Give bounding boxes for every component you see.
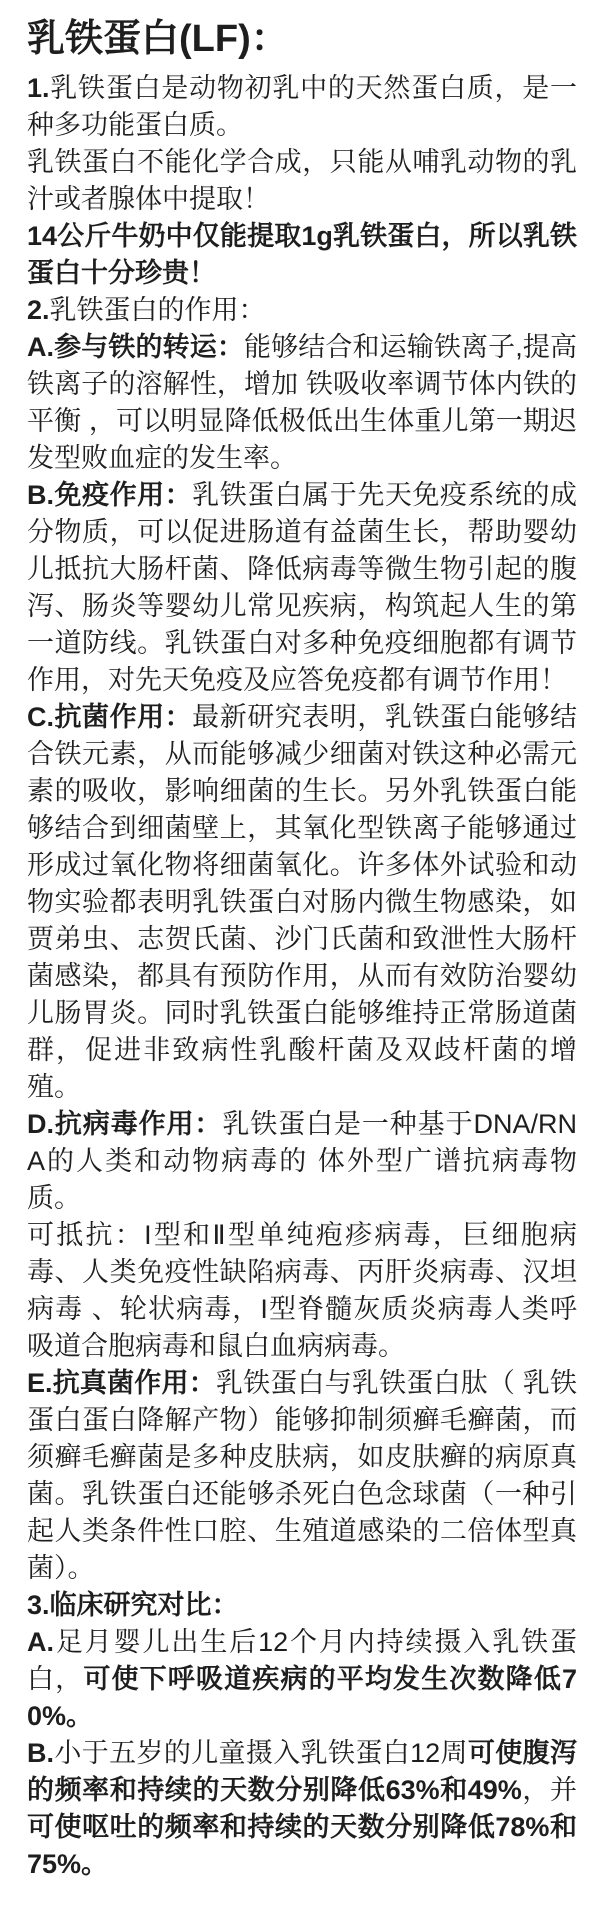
text-run: E.抗真菌作用： xyxy=(27,1368,216,1398)
paragraph xyxy=(27,1106,577,1217)
text-run: 最新研究表明，乳铁蛋白能够结合铁元素，从而能够减少细菌对铁这种必需元素的吸收，影响细菌的生长。另外乳铁蛋白能够结合到细菌壁上，其氧化型铁离子能够通过形成过氧化物将细菌氧化。许多体外试验和动物实验都表明乳铁蛋白对肠内微生物感染，如贾弟虫、志贺氏菌、沙门氏菌和致泄性大肠杆菌感染，都具有预防作用，从而有效防治婴幼儿肠胃炎。同时乳铁蛋白能够维持正常肠道菌群，促进非致病性乳酸杆菌及双歧杆菌的增殖。 xyxy=(27,702,578,1102)
text-run: ，并 xyxy=(521,1775,577,1805)
text-run: D.抗病毒作用： xyxy=(27,1109,223,1139)
document-body xyxy=(27,70,577,1883)
paragraph xyxy=(27,1217,577,1365)
paragraph xyxy=(27,1735,577,1883)
text-run: 可使腹泻的频率和持续的天数分别降低63%和49% xyxy=(27,1738,577,1805)
text-run: 1. xyxy=(27,73,50,103)
paragraph xyxy=(27,144,577,218)
text-run: 能够结合和运输铁离子,提高铁离子的溶解性，增加 铁吸收率调节体内铁的平衡 ，可以明显降低极低出生体重儿第一期迟发型败血症的发生率。 xyxy=(27,332,577,473)
paragraph xyxy=(27,1365,577,1587)
text-run: B. xyxy=(27,1738,54,1768)
paragraph xyxy=(27,699,577,1106)
text-run: 可使下呼吸道疾病的平均发生次数降低70%。 xyxy=(27,1664,578,1731)
text-run: 乳铁蛋白与乳铁蛋白肽（ 乳铁蛋白蛋白降解产物）能够抑制须癣毛癣菌，而须癣毛癣菌是多种皮肤病，如皮肤癣的病原真菌。乳铁蛋白还能够杀死白色念球菌（一种引起人类条件性口腔、生殖道感染的二倍体型真菌）。 xyxy=(27,1368,577,1583)
text-run: 14公斤牛奶中仅能提取1g乳铁蛋白，所以乳铁蛋白十分珍贵！ xyxy=(27,221,577,288)
text-run: 可抵抗：I型和Ⅱ型单纯疱疹病毒，巨细胞病毒、人类免疫性缺陷病毒、丙肝炎病毒、汉坦病毒 、轮状病毒，I型脊髓灰质炎病毒人类呼吸道合胞病毒和鼠白血病病毒。 xyxy=(27,1220,577,1361)
paragraph xyxy=(27,1587,577,1624)
text-run: 3.临床研究对比： xyxy=(27,1590,239,1620)
paragraph xyxy=(27,477,577,699)
page-title: 乳铁蛋白(LF)： xyxy=(27,18,289,60)
text-run: 乳铁蛋白是一种基于DNA/RNA的人类和动物病毒的 体外型广谱抗病毒物质。 xyxy=(27,1109,577,1213)
paragraph xyxy=(27,1624,577,1735)
text-run: 乳铁蛋白不能化学合成，只能从哺乳动物的乳汁或者腺体中提取！ xyxy=(27,147,577,214)
paragraph xyxy=(27,292,577,329)
text-run: 乳铁蛋白的作用： xyxy=(49,295,266,325)
text-run: 乳铁蛋白属于先天免疫系统的成分物质，可以促进肠道有益菌生长，帮助婴幼儿抵抗大肠杆菌、降低病毒等微生物引起的腹泻、肠炎等婴幼儿常见疾病，构筑起人生的第一道防线。乳铁蛋白对多种免疫细胞都有调节作用，对先天免疫及应答免疫都有调节作用！ xyxy=(27,480,578,695)
text-run: 可使呕吐的频率和持续的天数分别降低78%和75%。 xyxy=(27,1812,577,1879)
text-run: 2. xyxy=(27,295,50,325)
text-run: A.参与铁的转运： xyxy=(27,332,244,362)
paragraph xyxy=(27,70,577,144)
paragraph xyxy=(27,218,577,292)
text-run: C.抗菌作用： xyxy=(27,702,193,732)
text-run: 小于五岁的儿童摄入乳铁蛋白12周 xyxy=(54,1738,468,1768)
text-run: 足月婴儿出生后12个月内持续摄入乳铁蛋白， xyxy=(27,1627,577,1694)
text-run: 乳铁蛋白是动物初乳中的天然蛋白质，是一种多功能蛋白质。 xyxy=(27,73,577,140)
text-run: B.免疫作用： xyxy=(27,480,193,510)
paragraph xyxy=(27,329,577,477)
text-run: A. xyxy=(27,1627,54,1657)
